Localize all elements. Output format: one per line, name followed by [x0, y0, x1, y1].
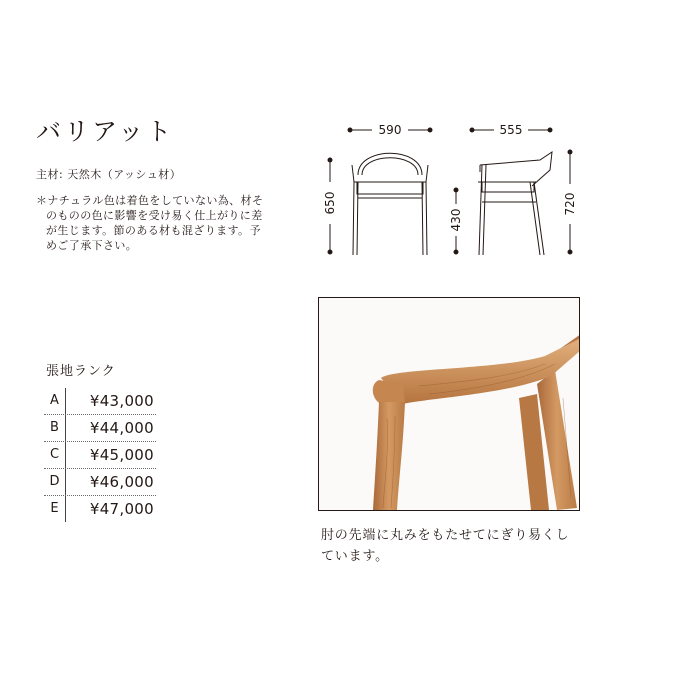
front-view-chair: [352, 153, 428, 255]
rank-price: ¥47,000: [89, 500, 154, 518]
side-view-chair: [478, 152, 552, 255]
material-text: 主材: 天然木（アッシュ材）: [36, 168, 182, 181]
price-rank-table: [44, 388, 156, 522]
rank-price: ¥46,000: [89, 473, 154, 491]
price-rank-title: 張地ランク: [46, 364, 116, 379]
rank-letter: B: [44, 415, 66, 441]
finish-note: ＊ナチュラル色は着色をしていない為、材そのものの色に影響を受け易く仕上がりに差が生じます。節のある材も混ざります。予めご了承下さい。: [36, 194, 264, 252]
arm-height-label: 650: [323, 191, 337, 215]
height-label: 720: [563, 192, 577, 216]
price-rank-row: [44, 442, 156, 469]
rank-letter: A: [44, 388, 66, 414]
seat-height-label: 430: [449, 208, 463, 232]
price-rank-row: [44, 469, 156, 496]
rank-letter: D: [44, 469, 66, 495]
rank-price: ¥43,000: [89, 392, 154, 410]
dimension-drawing: [318, 120, 588, 270]
price-rank-row: [44, 496, 156, 522]
rank-letter: C: [44, 442, 66, 468]
rank-letter: E: [44, 496, 66, 522]
armrest-photo: [318, 297, 580, 511]
rank-price: ¥45,000: [89, 446, 154, 464]
rank-price: ¥44,000: [89, 419, 154, 437]
price-rank-row: [44, 415, 156, 442]
photo-caption: 肘の先端に丸みをもたせてにぎり易くしています。: [321, 528, 570, 564]
price-rank-row: [44, 388, 156, 415]
depth-label: 555: [499, 123, 523, 137]
product-title: バリアット: [36, 117, 175, 146]
armrest-illustration: [319, 298, 579, 510]
width-label: 590: [378, 123, 402, 137]
